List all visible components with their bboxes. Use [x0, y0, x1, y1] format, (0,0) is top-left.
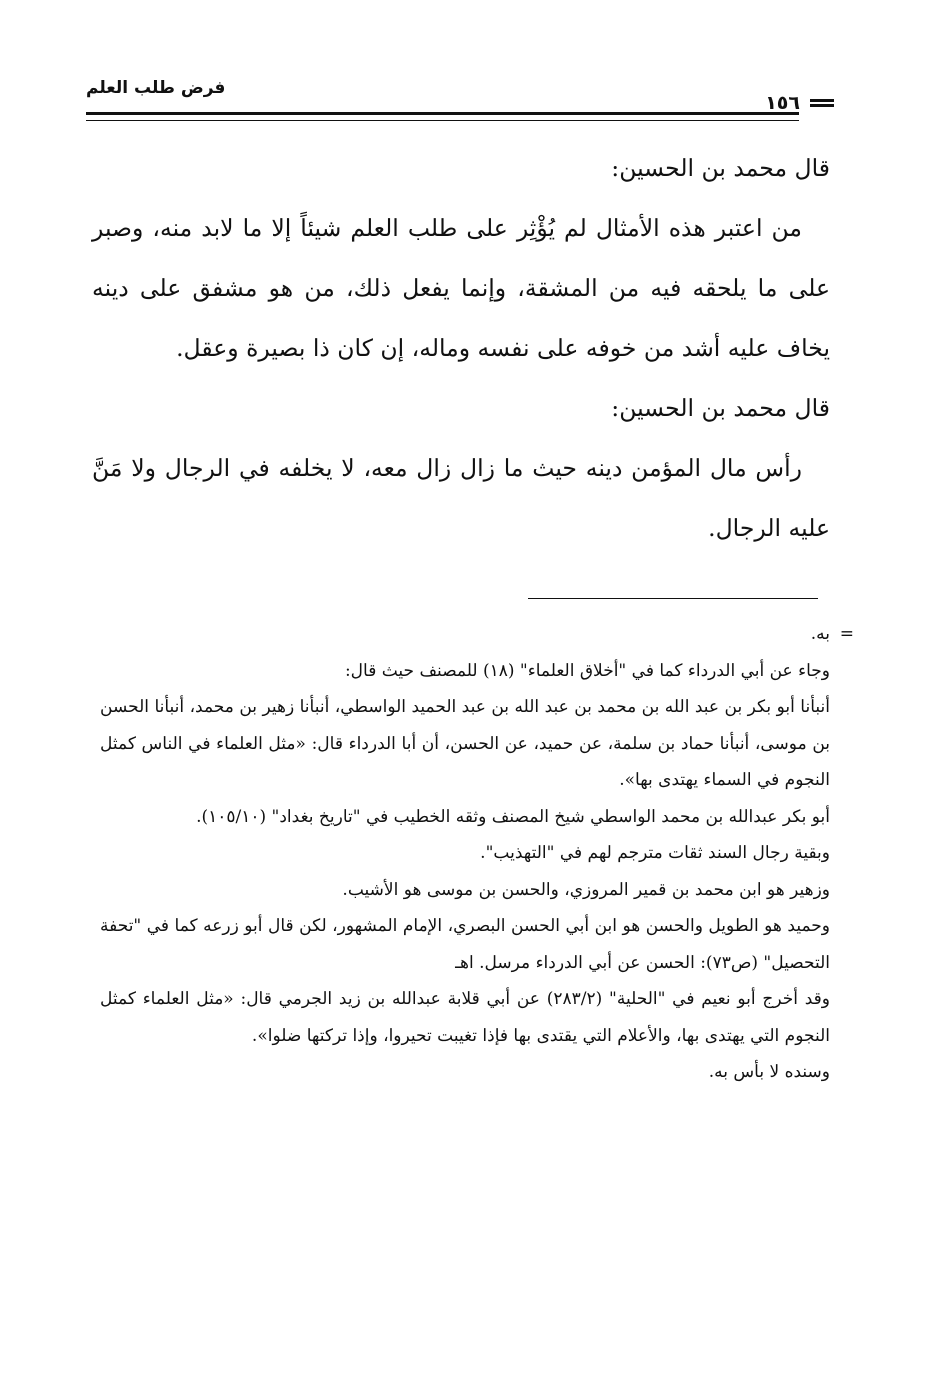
main-text: [92, 138, 830, 558]
footnotes: [100, 616, 854, 1091]
footnote-line: وحميد هو الطويل والحسن هو ابن أبي الحسن البصري، الإمام المشهور، لكن قال أبو زرعه كما في "تحفة التحصيل" (ص٧٣): الحسن عن أبي الدرداء مرسل. اهـ: [100, 916, 830, 973]
footnote-line: وبقية رجال السند ثقات مترجم لهم في "التهذيب".: [480, 843, 830, 863]
footnote-separator: [528, 598, 818, 599]
speaker-line-2: قال محمد بن الحسين:: [611, 394, 830, 422]
footnote-line: وجاء عن أبي الدرداء كما في "أخلاق العلماء" (١٨) للمصنف حيث قال:: [344, 660, 830, 681]
paragraph-1: من اعتبر هذه الأمثال لم يُؤْثِر على طلب العلم شيئاً إلا ما لابد منه، وصبر على ما يلحقه فيه من المشقة، وإنما يفعل ذلك، من هو مشفق على دينه يخاف عليه أشد من خوفه على نفسه وماله، إن كان ذا بصيرة وعقل.: [92, 214, 830, 362]
header-rule: [86, 112, 799, 121]
footnote-line: أبو بكر عبدالله بن محمد الواسطي شيخ المصنف وثقه الخطيب في "تاريخ بغداد" (١٠٥/١٠).: [196, 806, 830, 827]
page-number-block: [765, 92, 834, 114]
speaker-line-1: قال محمد بن الحسين:: [611, 154, 830, 182]
paragraph-2: رأس مال المؤمن دينه حيث ما زال زال معه، لا يخلفه في الرجال ولا مَنَّ عليه الرجال.: [92, 454, 830, 542]
footnote-line: أنبأنا أبو بكر بن عبد الله بن محمد بن عبد الله بن عبد الحميد الواسطي، أنبأنا زهير بن محمد، أنبأنا الحسن بن موسى، أنبأنا حماد بن سلمة، عن حميد، عن الحسن، أن أبا الدرداء قال: «مثل العلماء في الناس كمثل النجوم في السماء يهتدى بها».: [100, 697, 830, 790]
footnote-continuation-mark: =: [839, 624, 854, 644]
page-number: ١٥٦: [765, 92, 800, 114]
running-title: فرض طلب العلم: [86, 78, 226, 98]
page-number-ornament: [810, 99, 834, 107]
footnote-line: وسنده لا بأس به.: [708, 1062, 830, 1082]
footnote-line: وقد أخرج أبو نعيم في "الحلية" (٢٨٣/٢) عن أبي قلابة عبدالله بن زيد الجرمي قال: «مثل العلماء كمثل النجوم التي يهتدى بها، والأعلام التي يقتدى بها فإذا تغيبت تحيروا، وإذا تركتها ضلوا».: [100, 989, 830, 1046]
footnote-line: [100, 616, 854, 653]
footnote-text: به.: [810, 624, 830, 644]
footnote-line: وزهير هو ابن محمد بن قمير المروزي، والحسن بن موسى هو الأشيب.: [342, 879, 830, 900]
